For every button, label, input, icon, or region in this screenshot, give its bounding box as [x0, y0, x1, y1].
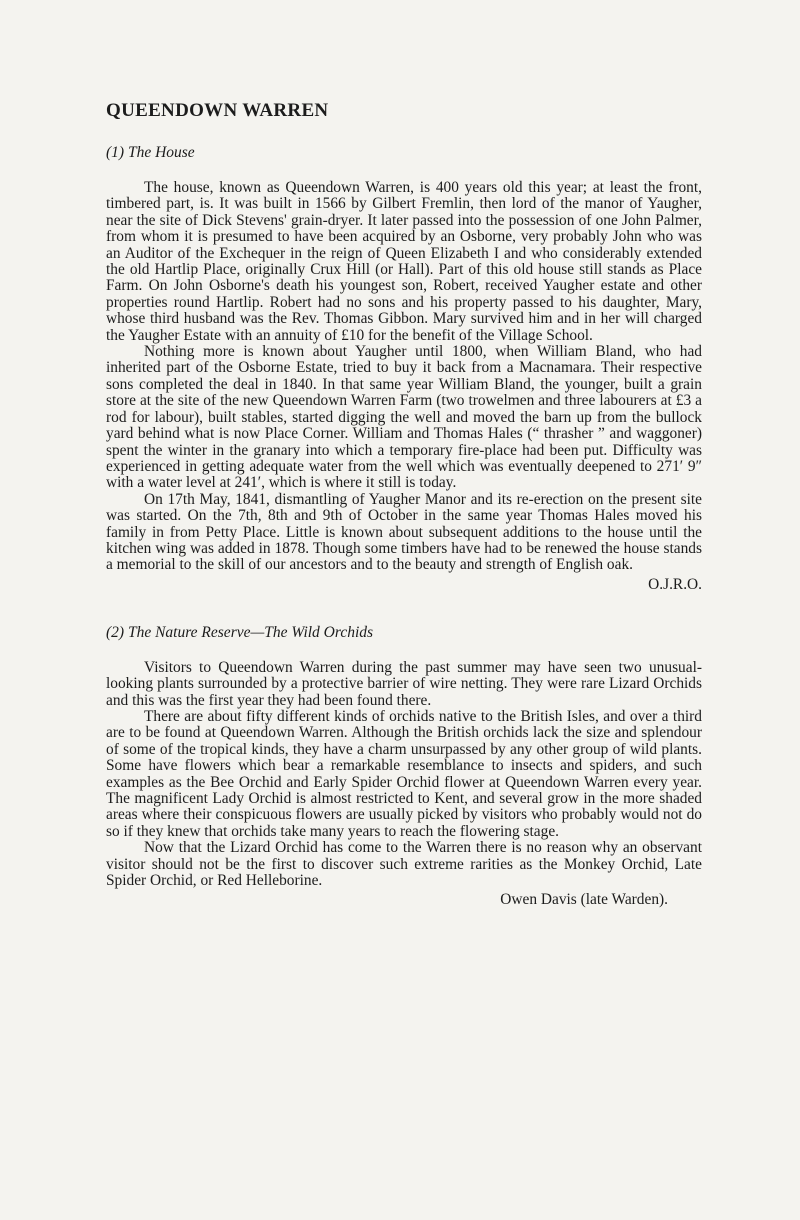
signature: O.J.R.O.: [648, 575, 702, 593]
paragraph: Now that the Lizard Orchid has come to the Warren there is no reason why an observant visitor should not be the first to discover such extreme rarities as the Monkey Orchid, Late Spider Orchid, or Red Helleborine.: [106, 839, 702, 890]
paragraph: On 17th May, 1841, dismantling of Yaugher Manor and its re-erection on the present site was started. On the 7th, 8th and 9th of October in the same year Thomas Hales moved his family in from Petty Place. Little is known about subsequent additions to the house until the kitchen wing was added in 1878. Though some timbers have had to be renewed the house stands a memorial to the skill of our ancestors and to the beauty and strength of English oak.: [106, 490, 702, 574]
paragraph: Nothing more is known about Yaugher until 1800, when William Bland, who had inherited part of the Osborne Estate, tried to buy it back from a Macnamara. Their respective sons completed the deal in 1840. In that same year William Bland, the younger, built a grain store at the site of the new Queendown Warren Farm (two trowelmen and three labourers at £3 a rod for labour), built stables, started digging the well and moved the barn up from the bullock yard behind what is now Place Corner. William and Thomas Hales (“ thrasher ” and waggoner) spent the winter in the granary into which a temporary fire-place had been put. Difficulty was experienced in getting adequate water from the well which was eventually deepened to 271′ 9″ with a water level at 241′, which is where it still is today.: [106, 343, 702, 492]
section-heading: (2) The Nature Reserve—The Wild Orchids: [106, 623, 374, 641]
paragraph: The house, known as Queendown Warren, is 400 years old this year; at least the front, timbered part, is. It was built in 1566 by Gilbert Fremlin, then lord of the manor of Yaugher, near the site of Dick Stevens' grain-dryer. It later passed into the possession of one John Palmer, from whom it is presumed to have been acquired by an Osborne, very probably John who was an Auditor of the Exchequer in the reign of Queen Elizabeth I and who considerably extended the old Hartlip Place, originally Crux Hill (or Hall). Part of this old house still stands as Place Farm. On John Osborne's death his youngest son, Robert, received Yaugher estate and other properties round Hartlip. Robert had no sons and his property passed to his daughter, Mary, whose third husband was the Rev. Thomas Gibbon. Mary survived him and in her will charged the Yaugher Estate with an annuity of £10 for the benefit of the Village School.: [106, 179, 702, 344]
section-heading: (1) The House: [106, 144, 195, 161]
page-title: QUEENDOWN WARREN: [106, 100, 329, 121]
paragraph: There are about fifty different kinds of orchids native to the British Isles, and over a third are to be found at Queendown Warren. Although the British orchids lack the size and splendour of some of the tropical kinds, they have a charm unsurpassed by any other group of wild plants. Some have flowers which bear a remarkable resemblance to insects and spiders, and such examples as the Bee Orchid and Early Spider Orchid flower at Queendown Warren every year. The magnificent Lady Orchid is almost restricted to Kent, and several grow in the more shaded areas where their conspicuous flowers are usually picked by visitors who probably would not do so if they knew that orchids take many years to reach the flowering stage.: [106, 707, 702, 840]
section-the-house: [106, 144, 702, 594]
signature: Owen Davis (late Warden).: [500, 891, 668, 909]
paragraph: Visitors to Queendown Warren during the past summer may have seen two unusual-looking plants surrounded by a protective barrier of wire netting. They were rare Lizard Orchids and this was the first year they had been found there.: [106, 658, 702, 709]
section-nature-reserve: [106, 624, 702, 910]
